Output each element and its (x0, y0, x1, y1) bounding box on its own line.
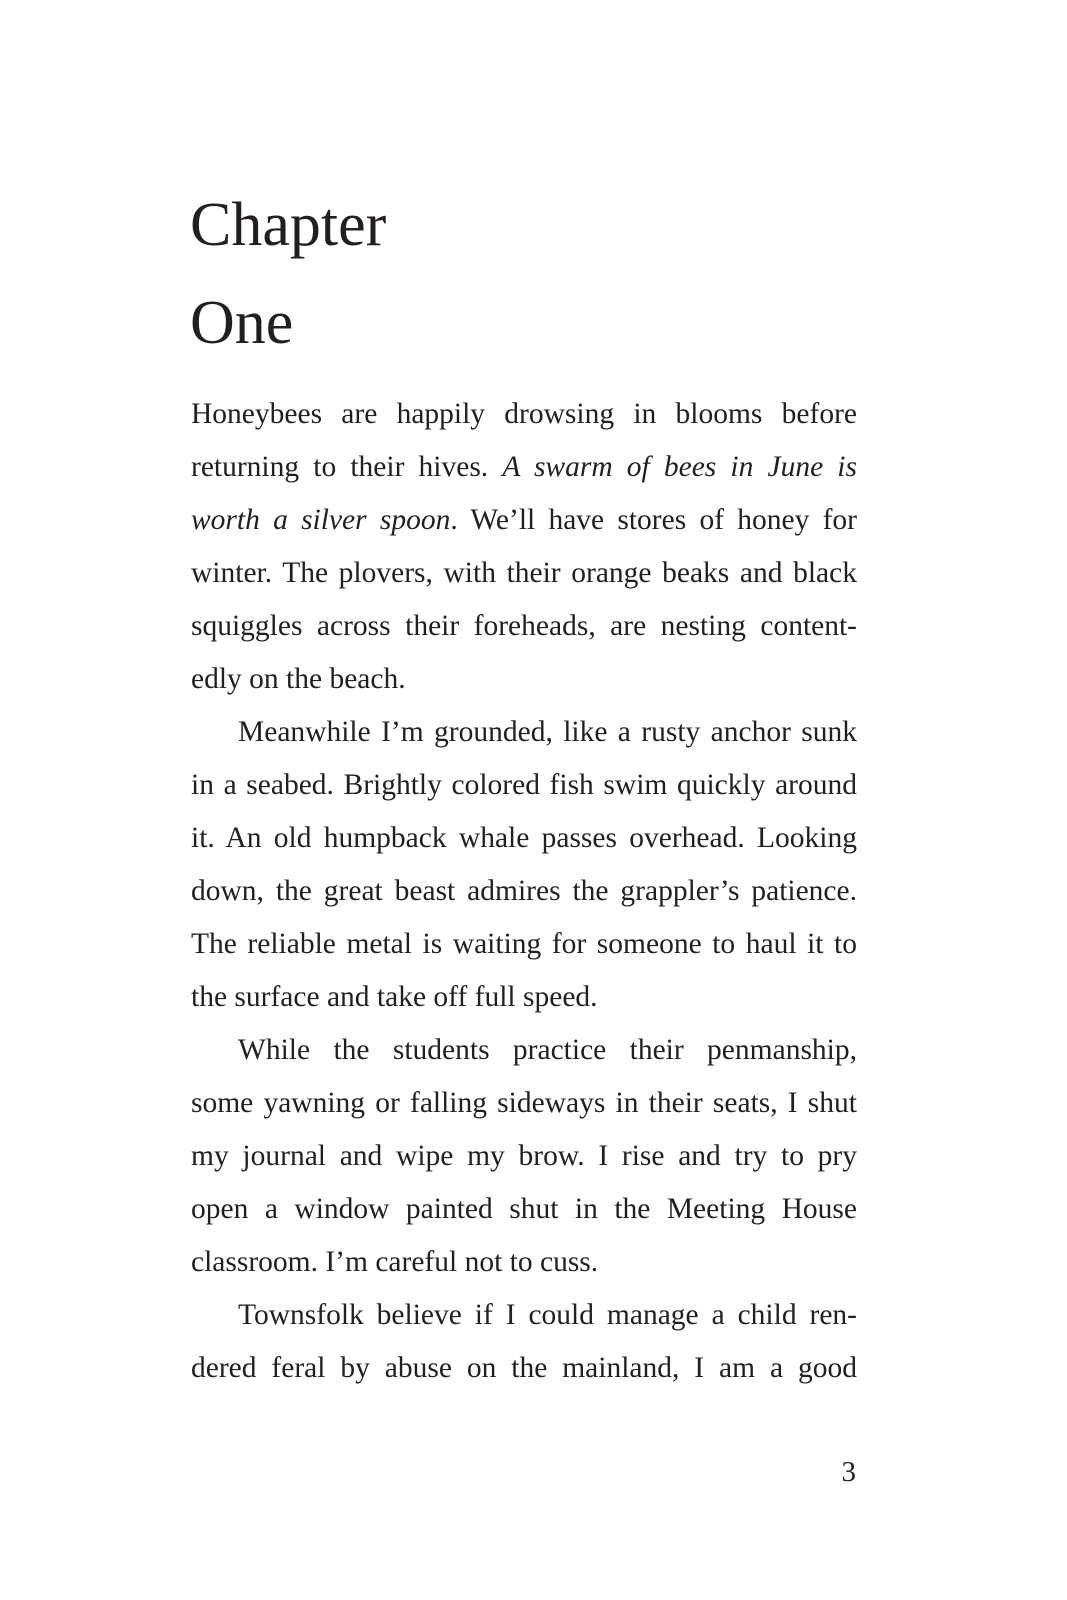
text-segment: the surface and take off full speed. (191, 981, 598, 1013)
text-segment: The reliable metal is waiting for someone to haul it to (191, 928, 857, 960)
text-line (191, 759, 857, 812)
chapter-heading-line-1: Chapter (190, 191, 387, 259)
text-segment: down, the great beast admires the grappler’s patience. (191, 875, 857, 907)
text-line (191, 1077, 857, 1130)
text-segment: my journal and wipe my brow. I rise and try to pry (191, 1140, 857, 1172)
text-segment: edly on the beach. (191, 663, 406, 695)
text-segment: it. An old humpback whale passes overhead. Looking (191, 822, 857, 854)
body-text (191, 388, 857, 1395)
text-segment: open a window painted shut in the Meeting House (191, 1193, 857, 1225)
text-line (191, 494, 857, 547)
text-line (191, 441, 857, 494)
chapter-heading-line-2: One (190, 289, 294, 357)
text-segment: Townsfolk believe if I could manage a child ren- (238, 1299, 857, 1331)
text-line (191, 1236, 857, 1289)
text-line (191, 706, 857, 759)
text-line (191, 865, 857, 918)
text-line (191, 1024, 857, 1077)
text-line (191, 1183, 857, 1236)
page-number: 3 (841, 1456, 856, 1488)
italic-text: worth a silver spoon (191, 504, 451, 536)
text-segment: Meanwhile I’m grounded, like a rusty anchor sunk (238, 716, 857, 748)
text-segment: returning to their hives. (191, 451, 503, 483)
text-line (191, 1130, 857, 1183)
text-line (191, 971, 857, 1024)
chapter-heading (190, 176, 870, 372)
text-segment: Honeybees are happily drowsing in blooms before (191, 398, 857, 430)
text-line (191, 388, 857, 441)
italic-text: A swarm of bees in June is (502, 451, 857, 483)
text-segment: squiggles across their foreheads, are nesting content- (191, 610, 857, 642)
text-segment: dered feral by abuse on the mainland, I am a good (191, 1352, 857, 1384)
text-line (191, 1342, 857, 1395)
text-line (191, 812, 857, 865)
text-segment: winter. The plovers, with their orange beaks and black (191, 557, 857, 589)
text-segment: . We’ll have stores of honey for (450, 504, 857, 536)
text-line (191, 918, 857, 971)
text-line (191, 600, 857, 653)
text-segment: classroom. I’m careful not to cuss. (191, 1246, 599, 1278)
text-segment: in a seabed. Brightly colored fish swim quickly around (191, 769, 857, 801)
text-line (191, 1289, 857, 1342)
text-segment: While the students practice their penmanship, (238, 1034, 857, 1066)
text-line (191, 653, 857, 706)
text-segment: some yawning or falling sideways in their seats, I shut (191, 1087, 857, 1119)
text-line (191, 547, 857, 600)
